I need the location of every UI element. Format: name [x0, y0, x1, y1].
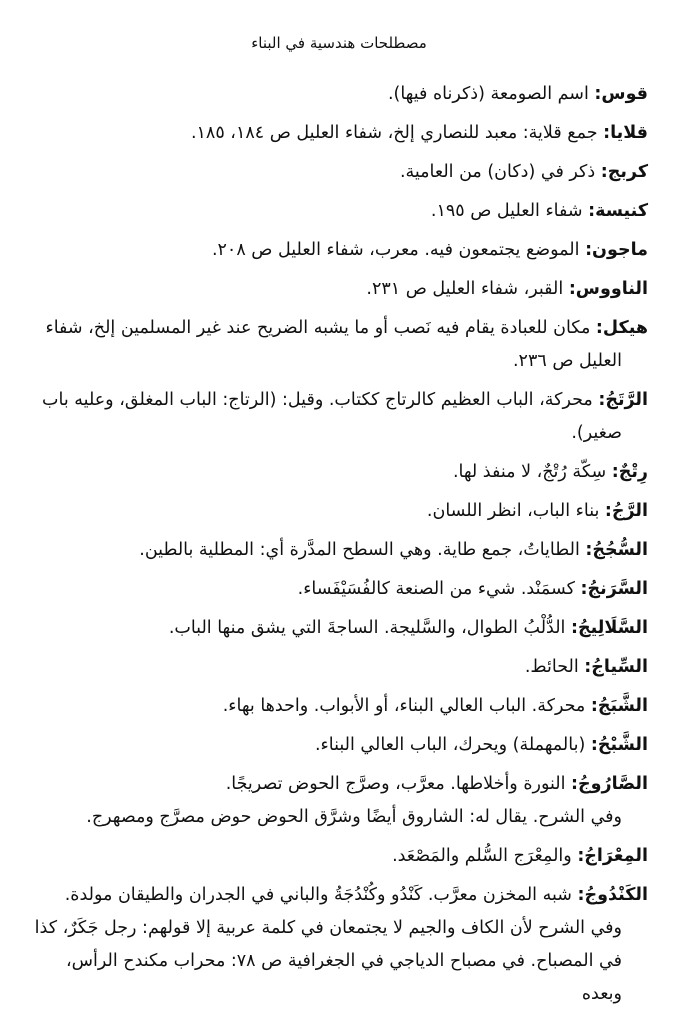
entry-definition: كسمَنْد. شيء من الصنعة كالفُسَيْفَساء. [297, 579, 575, 599]
entry-definition: محركة. الباب العالي البناء، أو الأبواب. واحدها بهاء. [222, 696, 586, 716]
entry-term: الكَنْدُوجُ: [577, 885, 648, 905]
entry-term: رِتْجٌ: [611, 462, 648, 482]
entry-definition: شبه المخزن معرَّب. كَنْدُو وكُنْدُجَةُ والباني في الجدران والطيقان مولدة. وفي الشرح لأن الكاف والجيم لا يجتمعان في كلمة عربية إلا قولهم: رجل جَكَرٌ، كذا في المصباح. في مصباح الدياجي في الجغرافية ص ٧٨: محراب مكندح الرأس، وبعده [34, 885, 622, 1004]
entry-majun [30, 234, 648, 267]
entry-definition: الموضع يجتمعون فيه. معرب، شفاء العليل ص ٢٠٨. [211, 240, 580, 260]
entry-qalaya [30, 117, 648, 150]
entry-nawus [30, 273, 648, 306]
entry-definition: مكان للعبادة يقام فيه نَصب أو ما يشبه الضريح عند غير المسلمين إلخ، شفاء العليل ص ٢٣٦. [45, 318, 622, 371]
entry-term: السَّلَالِيجُ: [571, 618, 648, 638]
entry-saranj [30, 573, 648, 606]
entry-term: السِّياجُ: [584, 657, 648, 677]
entry-saruj [30, 768, 648, 834]
entry-term: ماجون: [585, 240, 648, 260]
entry-definition: سِكّة رُتْجٌ، لا منفذ لها. [452, 462, 607, 482]
entry-term: الرَّتَجُ: [598, 390, 648, 410]
entry-term: الشَّبْحُ: [590, 735, 648, 755]
entry-ritj [30, 456, 648, 489]
entry-term: كربج: [600, 162, 648, 182]
entry-miraj [30, 840, 648, 873]
entry-term: الشَّبَجُ: [590, 696, 648, 716]
entry-term: السَّرَنجُ: [580, 579, 648, 599]
entry-rajj [30, 495, 648, 528]
entry-continuation: وفي الشرح. يقال له: الشاروق أيضًا وشرَّق الحوض حوض مصرَّج ومصهرج. [86, 807, 622, 827]
entry-definition: الحائط. [524, 657, 579, 677]
entry-shabaj [30, 690, 648, 723]
entry-term: هيكل: [595, 318, 648, 338]
entry-term: قوس: [594, 84, 648, 104]
entry-definition: ذكر في (دكان) من العامية. [399, 162, 596, 182]
entry-kanduj [30, 879, 648, 1011]
entry-term: السُّجُجُ: [585, 540, 648, 560]
entry-definition: الدُّلْبُ الطوال، والسَّليجة. الساجةَ التي يشق منها الباب. [168, 618, 566, 638]
entry-shabh [30, 729, 648, 762]
entry-term: الناووس: [568, 279, 648, 299]
entry-definition: جمع قلاية: معبد للنصاري إلخ، شفاء العليل ص ١٨٤، ١٨٥. [190, 123, 598, 143]
entry-sujuj [30, 534, 648, 567]
entry-definition: والمِعْرَج السُّلم والمَصْعَد. [392, 846, 572, 866]
entry-term: المِعْرَاجُ: [577, 846, 648, 866]
entry-salalij [30, 612, 648, 645]
entry-definition: محركة، الباب العظيم كالرتاج ككتاب. وقيل: (الرتاج: الباب المغلق، وعليه باب صغير). [42, 390, 622, 443]
entry-definition: (بالمهملة) ويحرك، الباب العالي البناء. [314, 735, 586, 755]
entry-qaws [30, 78, 648, 111]
entry-definition: القبر، شفاء العليل ص ٢٣١. [366, 279, 564, 299]
entry-definition: بناء الباب، انظر اللسان. [426, 501, 600, 521]
entry-haykal [30, 312, 648, 378]
entry-siyaj [30, 651, 648, 684]
entry-kanisa [30, 195, 648, 228]
entry-definition: النورة وأخلاطها. معرَّب، وصرَّج الحوض تصريجًا. [225, 774, 566, 794]
entry-definition: اسم الصومعة (ذكرناه فيها). [387, 84, 589, 104]
entry-definition: شفاء العليل ص ١٩٥. [430, 201, 583, 221]
entry-term: الرَّجُ: [604, 501, 648, 521]
entry-term: كنيسة: [588, 201, 648, 221]
entry-term: الصَّارُوجُ: [571, 774, 648, 794]
entry-karbaj [30, 156, 648, 189]
running-title: مصطلحات هندسية في البناء [251, 34, 427, 52]
entry-term: قلايا: [603, 123, 648, 143]
entry-rataj [30, 384, 648, 450]
entry-definition: الطاياتُ، جمع طاية. وهي السطح المدَّرة أي: المطلية بالطين. [139, 540, 580, 560]
